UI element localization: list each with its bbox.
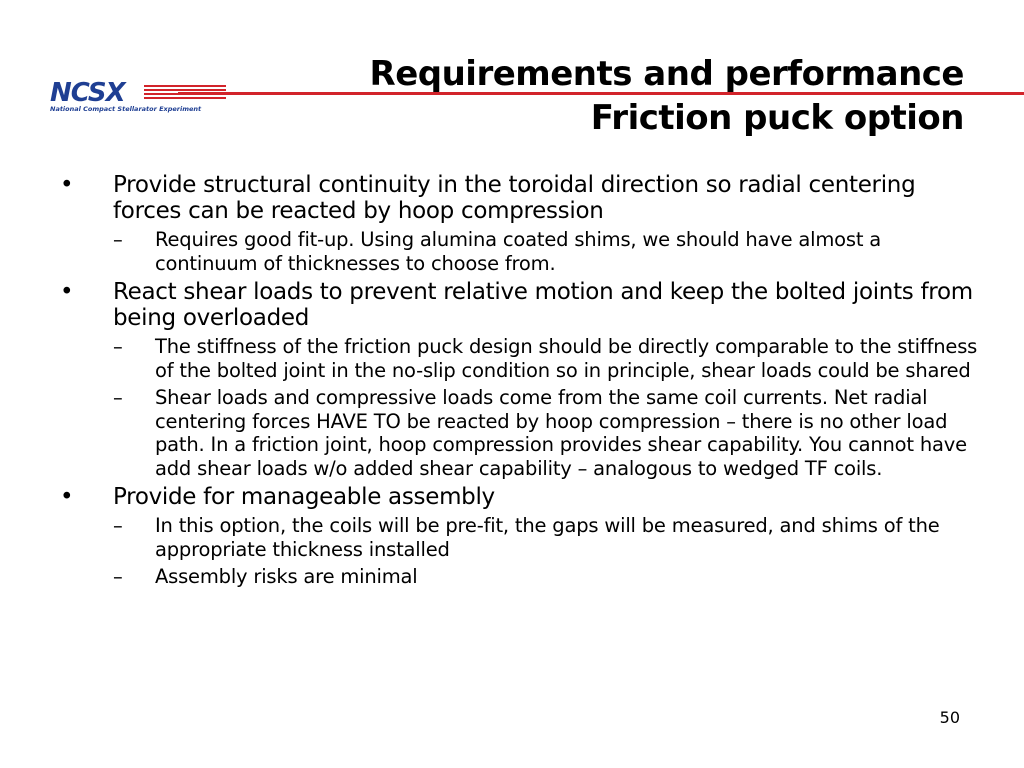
bullet-2 bbox=[58, 279, 978, 331]
bullet-marker: • bbox=[60, 279, 74, 305]
sub-bullet-1-1 bbox=[58, 228, 978, 275]
sub-bullet-3-1 bbox=[58, 514, 978, 561]
sub-bullet-text: The stiffness of the friction puck design should be directly comparable to the stiffness of the bolted joint in the no-slip condition so in principle, shear loads could be shared bbox=[155, 335, 978, 382]
slide-title bbox=[370, 52, 964, 140]
title-line-1: Requirements and performance bbox=[369, 54, 964, 94]
logo-wordmark: NCSX bbox=[50, 78, 125, 108]
logo-subtitle: National Compact Stellarator Experiment bbox=[50, 105, 202, 113]
dash-marker: – bbox=[113, 514, 123, 537]
bullet-marker: • bbox=[60, 172, 74, 198]
ncsx-logo bbox=[50, 78, 202, 120]
page-number: 50 bbox=[939, 708, 960, 727]
sub-bullet-text: Shear loads and compressive loads come from the same coil currents. Net radial centering forces HAVE TO be reacted by hoop compression – there is no other load path. In a friction joint, hoop compression provides shear capability. You cannot have add shear loads w/o added shear capability – analogous to wedged TF coils. bbox=[155, 386, 967, 480]
slide-content bbox=[58, 168, 978, 589]
bullet-1 bbox=[58, 172, 978, 224]
bullet-marker: • bbox=[60, 484, 74, 510]
bullet-text: Provide for manageable assembly bbox=[113, 484, 495, 510]
sub-bullet-3-2 bbox=[58, 565, 978, 589]
sub-bullet-text: Requires good fit-up. Using alumina coated shims, we should have almost a continuum of thicknesses to choose from. bbox=[155, 228, 882, 275]
dash-marker: – bbox=[113, 565, 123, 588]
bullet-text: React shear loads to prevent relative motion and keep the bolted joints from being overloaded bbox=[113, 279, 973, 331]
sub-bullet-2-1 bbox=[58, 335, 978, 382]
dash-marker: – bbox=[113, 335, 123, 358]
bullet-3 bbox=[58, 484, 978, 510]
sub-bullet-2-2 bbox=[58, 386, 978, 480]
dash-marker: – bbox=[113, 228, 123, 251]
title-line-2: Friction puck option bbox=[590, 98, 964, 138]
sub-bullet-text: In this option, the coils will be pre-fit, the gaps will be measured, and shims of the appropriate thickness installed bbox=[155, 514, 940, 561]
dash-marker: – bbox=[113, 386, 123, 409]
bullet-text: Provide structural continuity in the toroidal direction so radial centering forces can be reacted by hoop compression bbox=[113, 172, 916, 224]
sub-bullet-text: Assembly risks are minimal bbox=[155, 565, 418, 588]
